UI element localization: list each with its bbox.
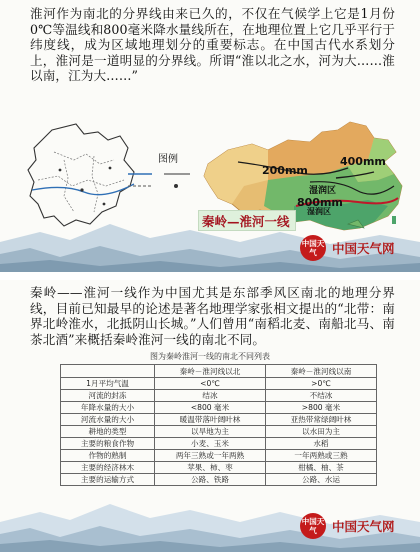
weather-seal-icon: 中国天气 <box>300 235 326 261</box>
table-cell: 1月平均气温 <box>61 378 155 390</box>
table-row <box>61 390 377 402</box>
slide-top <box>0 0 420 272</box>
table-cell: 苹果、柿、枣 <box>155 462 266 474</box>
table-cell: 河流的封冻 <box>61 390 155 402</box>
weather-brand-logo <box>300 513 395 539</box>
table-cell: >800 毫米 <box>266 402 377 414</box>
region-label-humid-south: 湿润区 <box>307 207 331 216</box>
table-cell: 主要的经济林木 <box>61 462 155 474</box>
table-cell: 亚热带常绿阔叶林 <box>266 414 377 426</box>
table-cell: 小麦、玉米 <box>155 438 266 450</box>
table-row <box>61 414 377 426</box>
table-cell: 一年两熟或三熟 <box>266 450 377 462</box>
table-row <box>61 474 377 486</box>
isoline-label-200mm: 200mm <box>262 164 308 177</box>
table-cell: 结冰 <box>155 390 266 402</box>
table-cell: 不结冰 <box>266 390 377 402</box>
table-header-row <box>61 365 377 378</box>
table-row <box>61 462 377 474</box>
table-cell: 河流水量的大小 <box>61 414 155 426</box>
north-south-comparison-table <box>60 364 377 486</box>
table-cell: 主要的运输方式 <box>61 474 155 486</box>
table-header-cell <box>61 365 155 378</box>
brand-name: 中国天气网 <box>332 519 395 534</box>
table-cell: 公路、水运 <box>266 474 377 486</box>
table-cell: 作物的熟制 <box>61 450 155 462</box>
table-cell: 以水田为主 <box>266 426 377 438</box>
table-cell: 两年三熟或一年两熟 <box>155 450 266 462</box>
table-cell: 柑橘、柚、茶 <box>266 462 377 474</box>
intro-paragraph: 淮河作为南北的分界线由来已久的，不仅在气候学上它是1月份0℃等温线和800毫米降水量线所在，在地理位置上它几乎平行于纬度线，成为区域地理划分的重要标志。在中国古代水系划分上，淮河是一道明显的分界线。所谓“淮以北之水，河为大……淮以南，江为大……” <box>30 6 395 84</box>
legend-symbols <box>120 152 206 198</box>
region-label-humid: 湿润区 <box>309 186 337 196</box>
table-row <box>61 402 377 414</box>
table-row <box>61 450 377 462</box>
weather-seal-icon: 中国天气 <box>300 513 326 539</box>
weather-brand-logo <box>300 235 395 261</box>
table-row <box>61 378 377 390</box>
table-header-cell: 秦岭－淮河线以北 <box>155 365 266 378</box>
legend-title: 图例 <box>158 154 178 165</box>
brand-name: 中国天气网 <box>332 241 395 256</box>
table-cell: 以旱地为主 <box>155 426 266 438</box>
slide-divider <box>0 272 420 280</box>
table-cell: 暖温带落叶阔叶林 <box>155 414 266 426</box>
table-cell: 水稻 <box>266 438 377 450</box>
table-cell: <800 毫米 <box>155 402 266 414</box>
table-cell: 主要的粮食作物 <box>61 438 155 450</box>
table-cell: 年降水量的大小 <box>61 402 155 414</box>
table-header-cell: 秦岭－淮河线以南 <box>266 365 377 378</box>
qinling-huaihe-banner: 秦岭—淮河一线 <box>202 214 290 229</box>
table-cell: <0℃ <box>155 378 266 390</box>
table-row <box>61 438 377 450</box>
table-cell: 耕地的类型 <box>61 426 155 438</box>
table-cell: >0℃ <box>266 378 377 390</box>
history-paragraph: 秦岭——淮河一线作为中国尤其是东部季风区南北的地理分界线，目前已知最早的论述是著名地理学家张相文提出的“北带：南界北岭淮水，北抵阴山长城。”人们曾用“南稻北麦、南船北马、南茶北酒”来概括秦岭淮河一线的南北不同。 <box>30 285 395 347</box>
isoline-label-400mm: 400mm <box>340 155 386 168</box>
table-cell: 公路、铁路 <box>155 474 266 486</box>
table-row <box>61 426 377 438</box>
table-caption: 图为秦岭淮河一线的南北不同列表 <box>150 352 270 361</box>
isoline-label-800mm: 800mm <box>297 196 343 209</box>
